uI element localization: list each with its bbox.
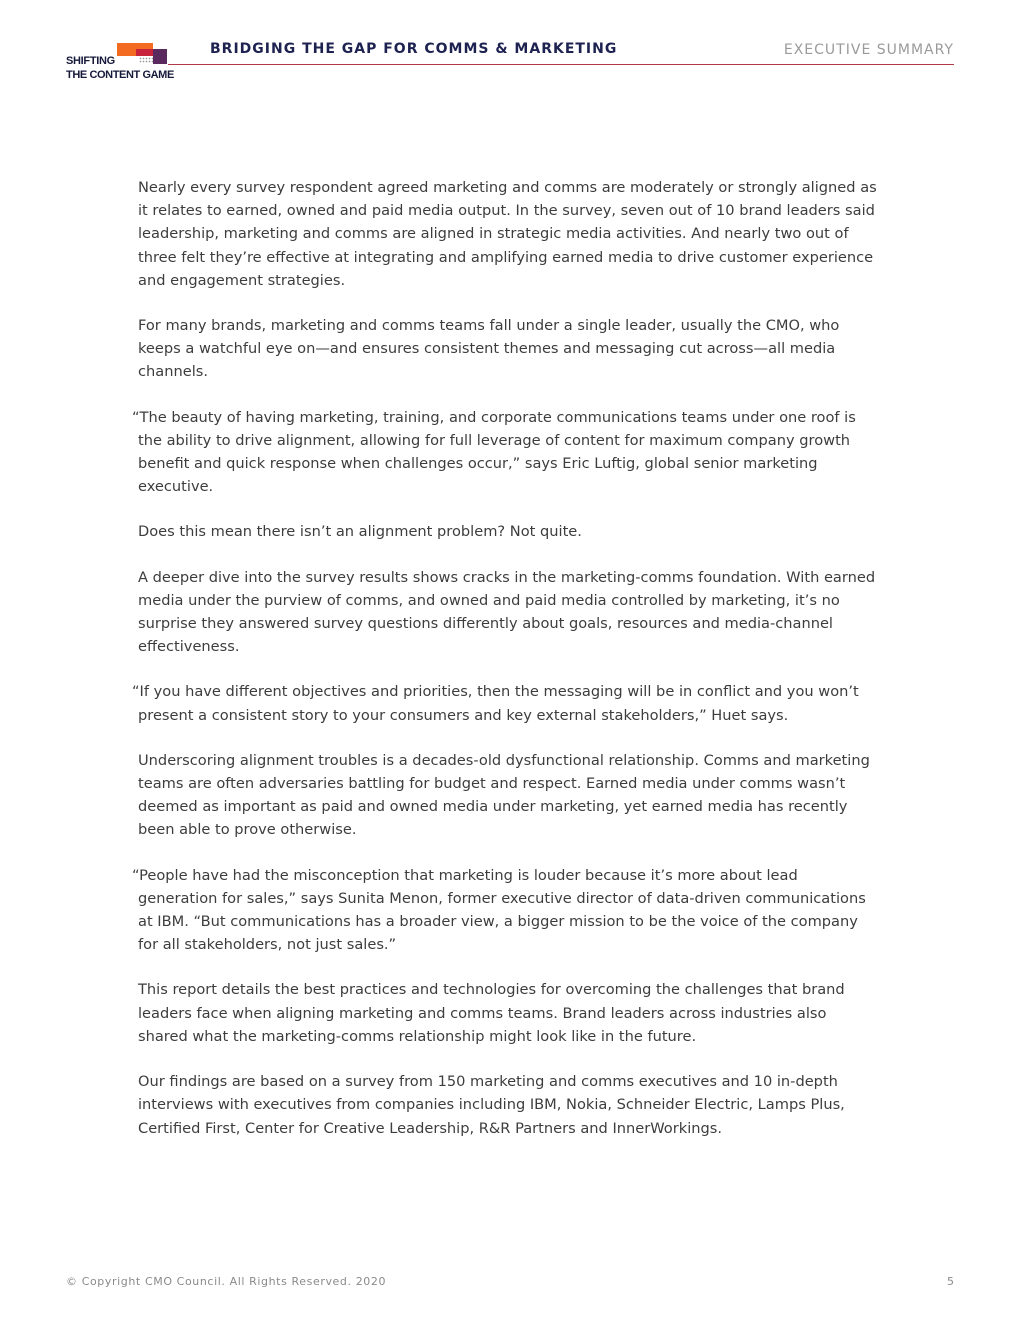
paragraph: Does this mean there isn’t an alignment problem? Not quite. <box>138 523 582 541</box>
page-number: 5 <box>947 1275 954 1288</box>
copyright-notice: © Copyright CMO Council. All Rights Reserved. 2020 <box>66 1275 387 1288</box>
quote-paragraph: “People have had the misconception that marketing is louder because it’s more about lead generation for sales,” says Sunita Menon, former executive director of data-driven communications at IBM. “But communications has a broader view, a bigger mission to be the voice of the company for all stakeholders, not just sales.” <box>132 866 866 954</box>
header-divider <box>168 64 954 65</box>
logo-text-line1: SHIFTING <box>66 55 115 67</box>
report-title: BRIDGING THE GAP FOR COMMS & MARKETING <box>210 41 618 57</box>
quote-paragraph: “If you have different objectives and priorities, then the messaging will be in conflict and you won’t present a consistent story to your consumers and key external stakeholders,” Huet says. <box>132 683 859 724</box>
section-label: EXECUTIVE SUMMARY <box>783 42 954 58</box>
quote-paragraph: “The beauty of having marketing, training, and corporate communications teams under one roof is the ability to drive alignment, allowing for full leverage of content for maximum company growth benefit and quick response when challenges occur,” says Eric Luftig, global senior marketing executive. <box>132 408 856 496</box>
logo-pixel-pattern <box>139 57 153 63</box>
paragraph: Our findings are based on a survey from 150 marketing and comms executives and 10 in-depth interviews with executives from companies including IBM, Nokia, Schneider Electric, Lamps Plus, Certified First, Center for Creative Leadership, R&R Partners and InnerWorkings. <box>138 1073 845 1137</box>
paragraph: For many brands, marketing and comms teams fall under a single leader, usually the CMO, who keeps a watchful eye on—and ensures consistent themes and messaging cut across—all media channels. <box>138 317 840 381</box>
paragraph: Nearly every survey respondent agreed marketing and comms are moderately or strongly aligned as it relates to earned, owned and paid media output. In the survey, seven out of 10 brand leaders said leadership, marketing and comms are aligned in strategic media activities. And nearly two out of three felt they’re effective at integrating and amplifying earned media to drive customer experience and engagement strategies. <box>138 179 877 289</box>
paragraph: Underscoring alignment troubles is a decades-old dysfunctional relationship. Comms and marketing teams are often adversaries battling for budget and respect. Earned media under comms wasn’t deemed as important as paid and owned media under marketing, yet earned media has recently been able to prove otherwise. <box>138 751 870 839</box>
shifting-the-content-game-logo <box>66 43 174 85</box>
logo-text-line2: THE CONTENT GAME <box>66 69 174 81</box>
logo-purple-block <box>153 49 167 64</box>
paragraph: A deeper dive into the survey results shows cracks in the marketing-comms foundation. With earned media under the purview of comms, and owned and paid media controlled by marketing, it’s no surprise they answered survey questions differently about goals, resources and media-channel effectiveness. <box>138 568 876 656</box>
body-text <box>132 176 877 1162</box>
paragraph: This report details the best practices and technologies for overcoming the challenges that brand leaders face when aligning marketing and comms teams. Brand leaders across industries also shared what the marketing-comms relationship might look like in the future. <box>138 981 845 1045</box>
